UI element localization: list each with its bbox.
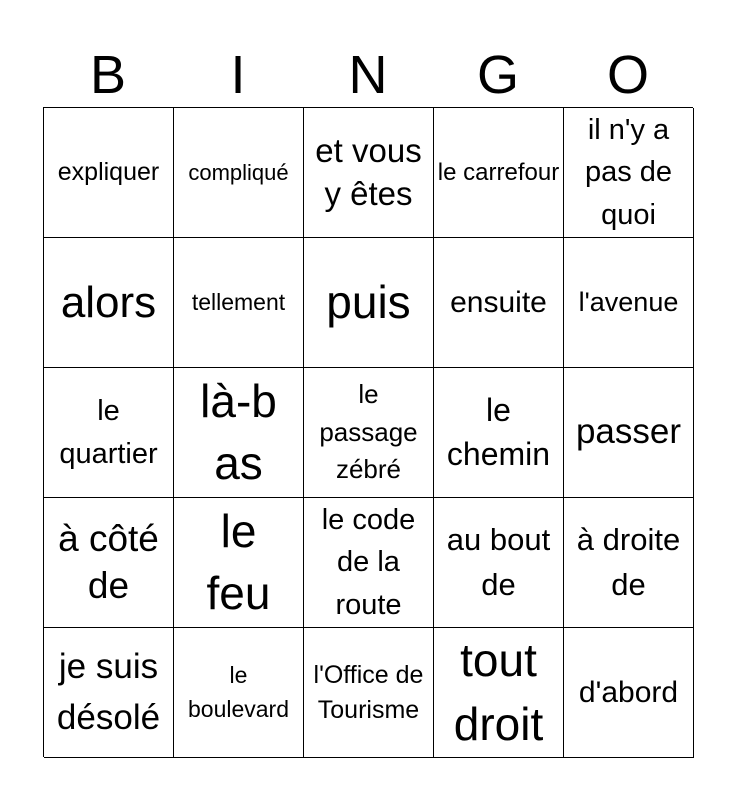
bingo-cell[interactable] [564,628,694,758]
bingo-cell[interactable] [434,108,564,238]
cell-label: alors [60,277,157,327]
bingo-board [43,107,693,757]
cell-label: à côté de [58,518,159,606]
cell-label: expliquer [57,157,160,186]
cell-label: compliqué [188,159,289,185]
bingo-header [43,44,693,106]
cell-label: il n'y a pas de quoi [584,114,673,231]
cell-label: le carrefour [437,158,560,186]
bingo-cell[interactable] [304,628,434,758]
header-letter-g: G [476,45,519,105]
cell-label: et vous y êtes [315,131,422,212]
bingo-cell[interactable] [434,238,564,368]
bingo-cell[interactable] [44,108,174,238]
cell-label: d'abord [578,675,679,709]
cell-label: là-bas [200,375,277,489]
bingo-cell[interactable] [44,628,174,758]
header-letter-i: I [230,45,246,105]
bingo-cell[interactable] [304,238,434,368]
cell-label: le boulevard [187,662,290,722]
cell-label: à droite de [576,521,681,602]
bingo-cell[interactable] [44,498,174,628]
bingo-cell[interactable] [434,498,564,628]
bingo-cell[interactable] [434,368,564,498]
cell-label: au bout de [446,521,551,602]
bingo-cell[interactable] [304,498,434,628]
bingo-cell[interactable] [174,108,304,238]
cell-label: l'Office de Tourisme [313,660,424,724]
bingo-cell[interactable] [564,498,694,628]
cell-label: tout droit [453,634,544,750]
cell-label: l'avenue [578,286,679,317]
bingo-cell[interactable] [44,238,174,368]
bingo-cell[interactable] [304,108,434,238]
header-letter-n: N [348,45,388,105]
bingo-cell[interactable] [564,238,694,368]
header-letter-o: O [606,45,649,105]
cell-label: le passage zébré [319,378,418,485]
header-letter-b: B [89,45,127,105]
cell-label: le quartier [59,395,158,470]
bingo-cell[interactable] [434,628,564,758]
cell-label: le chemin [446,392,551,472]
cell-label: le feu [206,505,271,619]
bingo-cell[interactable] [564,368,694,498]
bingo-cell[interactable] [44,368,174,498]
cell-label: ensuite [450,285,547,319]
bingo-cell[interactable] [174,368,304,498]
bingo-cell[interactable] [174,498,304,628]
cell-label: puis [326,275,411,328]
cell-label: je suis désolé [56,646,161,737]
bingo-cell[interactable] [174,628,304,758]
bingo-cell[interactable] [304,368,434,498]
cell-label: passer [575,412,682,452]
cell-label: tellement [191,289,286,316]
bingo-cell[interactable] [564,108,694,238]
bingo-cell[interactable] [174,238,304,368]
cell-label: le code de la route [321,504,416,621]
